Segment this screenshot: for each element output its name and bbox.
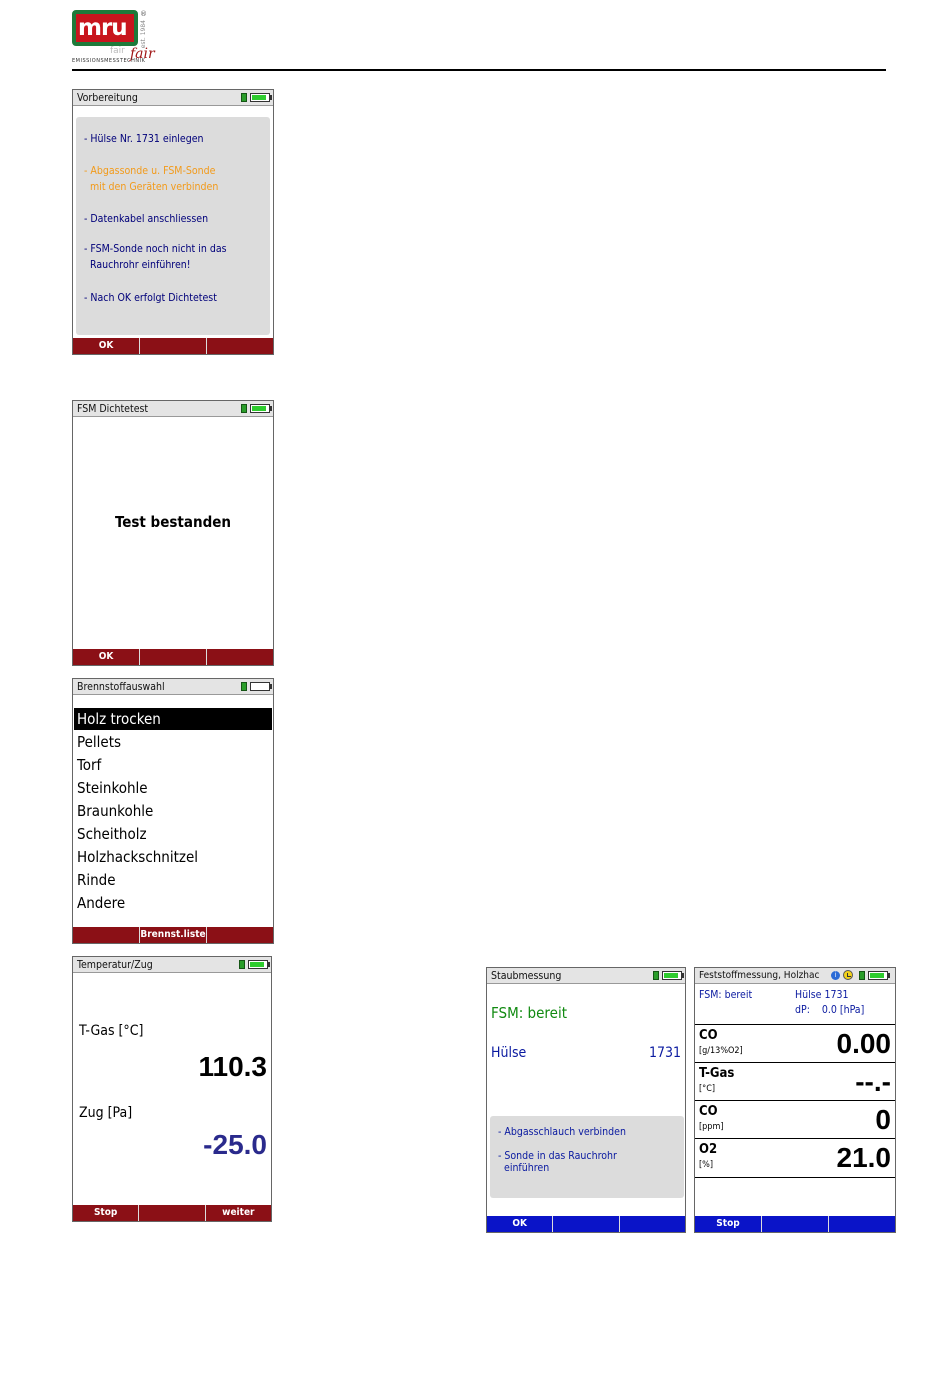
fuel-item[interactable]: Andere bbox=[77, 894, 126, 912]
fuel-item-selected[interactable]: Holz trocken bbox=[74, 708, 272, 730]
logo-registered-mark: ® bbox=[140, 10, 147, 18]
screen-title-bar bbox=[73, 90, 273, 106]
mru-logo bbox=[72, 10, 167, 68]
softkey-ok[interactable]: OK bbox=[73, 649, 140, 665]
plug-icon bbox=[241, 682, 247, 691]
screen-title: Brennstoffauswahl bbox=[77, 681, 165, 693]
measurement-value: 21.0 bbox=[836, 1142, 891, 1173]
zug-label: Zug [Pa] bbox=[79, 1105, 133, 1121]
measurement-unit: [%] bbox=[699, 1160, 714, 1170]
instruction-line: - FSM-Sonde noch nicht in das Rauchrohr einführen! bbox=[84, 243, 227, 271]
softkey-weiter[interactable]: weiter bbox=[206, 1205, 271, 1221]
instruction-panel bbox=[76, 117, 270, 335]
instruction-line: - Hülse Nr. 1731 einlegen bbox=[84, 133, 204, 145]
screen-dichtetest bbox=[72, 400, 274, 666]
zug-value: -25.0 bbox=[203, 1129, 267, 1160]
battery-icon bbox=[250, 93, 270, 102]
softkey-bar bbox=[73, 649, 273, 665]
battery-icon bbox=[662, 971, 682, 980]
logo-brand: mru bbox=[78, 15, 127, 41]
measurement-unit: [ppm] bbox=[699, 1122, 724, 1132]
measurement-row bbox=[695, 1138, 895, 1178]
softkey-left[interactable] bbox=[73, 927, 140, 943]
softkey-bar bbox=[73, 1205, 271, 1221]
info-icon: i bbox=[831, 971, 840, 980]
screen-title: Staubmessung bbox=[491, 970, 562, 982]
screen-staubmessung bbox=[486, 967, 686, 1233]
plug-icon bbox=[241, 93, 247, 102]
tgas-label: T-Gas [°C] bbox=[79, 1023, 144, 1039]
softkey-ok[interactable]: OK bbox=[487, 1216, 553, 1232]
measurement-row bbox=[695, 1062, 895, 1101]
softkey-right[interactable] bbox=[207, 338, 273, 354]
measurement-value: 0.00 bbox=[836, 1028, 891, 1059]
screen-title-bar bbox=[73, 401, 273, 417]
softkey-right[interactable] bbox=[620, 1216, 685, 1232]
softkey-middle[interactable] bbox=[139, 1205, 205, 1221]
instruction-text: - Abgasschlauch verbinden - Sonde in das Rauchrohr einführen bbox=[498, 1126, 626, 1174]
test-result-message: Test bestanden bbox=[115, 513, 231, 531]
battery-icon bbox=[250, 404, 270, 413]
screen-title: FSM Dichtetest bbox=[77, 403, 149, 415]
screen-title-bar bbox=[695, 968, 895, 984]
tgas-value: 110.3 bbox=[198, 1051, 267, 1082]
softkey-middle[interactable] bbox=[140, 649, 207, 665]
battery-tip bbox=[682, 973, 684, 978]
softkey-middle[interactable] bbox=[553, 1216, 619, 1232]
fsm-status: FSM: bereit bbox=[491, 1004, 567, 1022]
battery-icon bbox=[250, 682, 270, 691]
screen-title-bar bbox=[73, 679, 273, 695]
screen-title: Feststoffmessung, Holzhac bbox=[699, 970, 820, 981]
measurement-row bbox=[695, 1024, 895, 1063]
logo-suffix-grey: fair bbox=[110, 46, 125, 56]
instruction-line-highlight: - Abgassonde u. FSM-Sonde mit den Geräten verbinden bbox=[84, 165, 219, 193]
battery-icon bbox=[248, 960, 268, 969]
instruction-panel bbox=[490, 1116, 684, 1198]
battery-icon bbox=[868, 971, 888, 980]
softkey-middle[interactable] bbox=[762, 1216, 829, 1232]
plug-icon bbox=[859, 971, 865, 980]
huelse-value: 1731 bbox=[648, 1045, 681, 1061]
logo-suffix: fair bbox=[130, 46, 155, 62]
huelse-label: Hülse bbox=[491, 1045, 527, 1061]
softkey-bar bbox=[73, 338, 273, 354]
battery-tip bbox=[270, 684, 272, 689]
dp-info: dP: 0.0 [hPa] bbox=[795, 1004, 865, 1016]
measurement-label: T-Gas bbox=[699, 1066, 735, 1081]
softkey-right[interactable] bbox=[207, 927, 273, 943]
instruction-line: - Datenkabel anschliessen bbox=[84, 213, 209, 225]
softkey-stop[interactable]: Stop bbox=[73, 1205, 139, 1221]
measurement-value: --.- bbox=[855, 1066, 891, 1097]
header-rule bbox=[72, 69, 886, 71]
measurement-label: O2 bbox=[699, 1142, 718, 1157]
measurement-value: 0 bbox=[875, 1104, 891, 1135]
softkey-fuel-list[interactable]: Brennst.liste bbox=[140, 927, 207, 943]
softkey-right[interactable] bbox=[829, 1216, 895, 1232]
logo-established: est. 1984 bbox=[140, 20, 147, 49]
battery-tip bbox=[268, 962, 270, 967]
fuel-item[interactable]: Holzhackschnitzel bbox=[77, 848, 199, 866]
battery-tip bbox=[270, 406, 272, 411]
screen-temperatur-zug bbox=[72, 956, 272, 1222]
softkey-ok[interactable]: OK bbox=[73, 338, 140, 354]
softkey-bar bbox=[487, 1216, 685, 1232]
fuel-item[interactable]: Pellets bbox=[77, 733, 122, 751]
measurement-row bbox=[695, 1100, 895, 1139]
huelse-info: Hülse 1731 bbox=[795, 989, 849, 1001]
battery-tip bbox=[270, 95, 272, 100]
screen-title: Temperatur/Zug bbox=[77, 959, 153, 971]
fsm-status: FSM: bereit bbox=[699, 989, 753, 1001]
fuel-item[interactable]: Braunkohle bbox=[77, 802, 154, 820]
screen-brennstoffauswahl bbox=[72, 678, 274, 944]
screen-title-bar bbox=[73, 957, 271, 973]
logo-subline: EMISSIONSMESSTECHNIK bbox=[72, 58, 146, 64]
plug-icon bbox=[239, 960, 245, 969]
measurement-label: CO bbox=[699, 1028, 718, 1043]
softkey-bar bbox=[73, 927, 273, 943]
plug-icon bbox=[241, 404, 247, 413]
fuel-item[interactable]: Steinkohle bbox=[77, 779, 148, 797]
logo-badge bbox=[72, 10, 138, 46]
screen-title-bar bbox=[487, 968, 685, 984]
softkey-bar bbox=[695, 1216, 895, 1232]
softkey-right[interactable] bbox=[207, 649, 273, 665]
screen-feststoffmessung bbox=[694, 967, 896, 1233]
instruction-line: - Nach OK erfolgt Dichtetest bbox=[84, 292, 217, 304]
softkey-stop[interactable]: Stop bbox=[695, 1216, 762, 1232]
fuel-item[interactable]: Scheitholz bbox=[77, 825, 147, 843]
measurement-label: CO bbox=[699, 1104, 718, 1119]
measurement-unit: [g/13%O2] bbox=[699, 1046, 743, 1056]
softkey-middle[interactable] bbox=[140, 338, 207, 354]
clock-icon bbox=[843, 970, 853, 980]
screen-title: Vorbereitung bbox=[77, 92, 138, 104]
fuel-item[interactable]: Torf bbox=[77, 756, 102, 774]
plug-icon bbox=[653, 971, 659, 980]
screen-vorbereitung bbox=[72, 89, 274, 355]
battery-tip bbox=[888, 973, 890, 978]
fuel-item[interactable]: Rinde bbox=[77, 871, 116, 889]
measurement-unit: [°C] bbox=[699, 1084, 716, 1094]
